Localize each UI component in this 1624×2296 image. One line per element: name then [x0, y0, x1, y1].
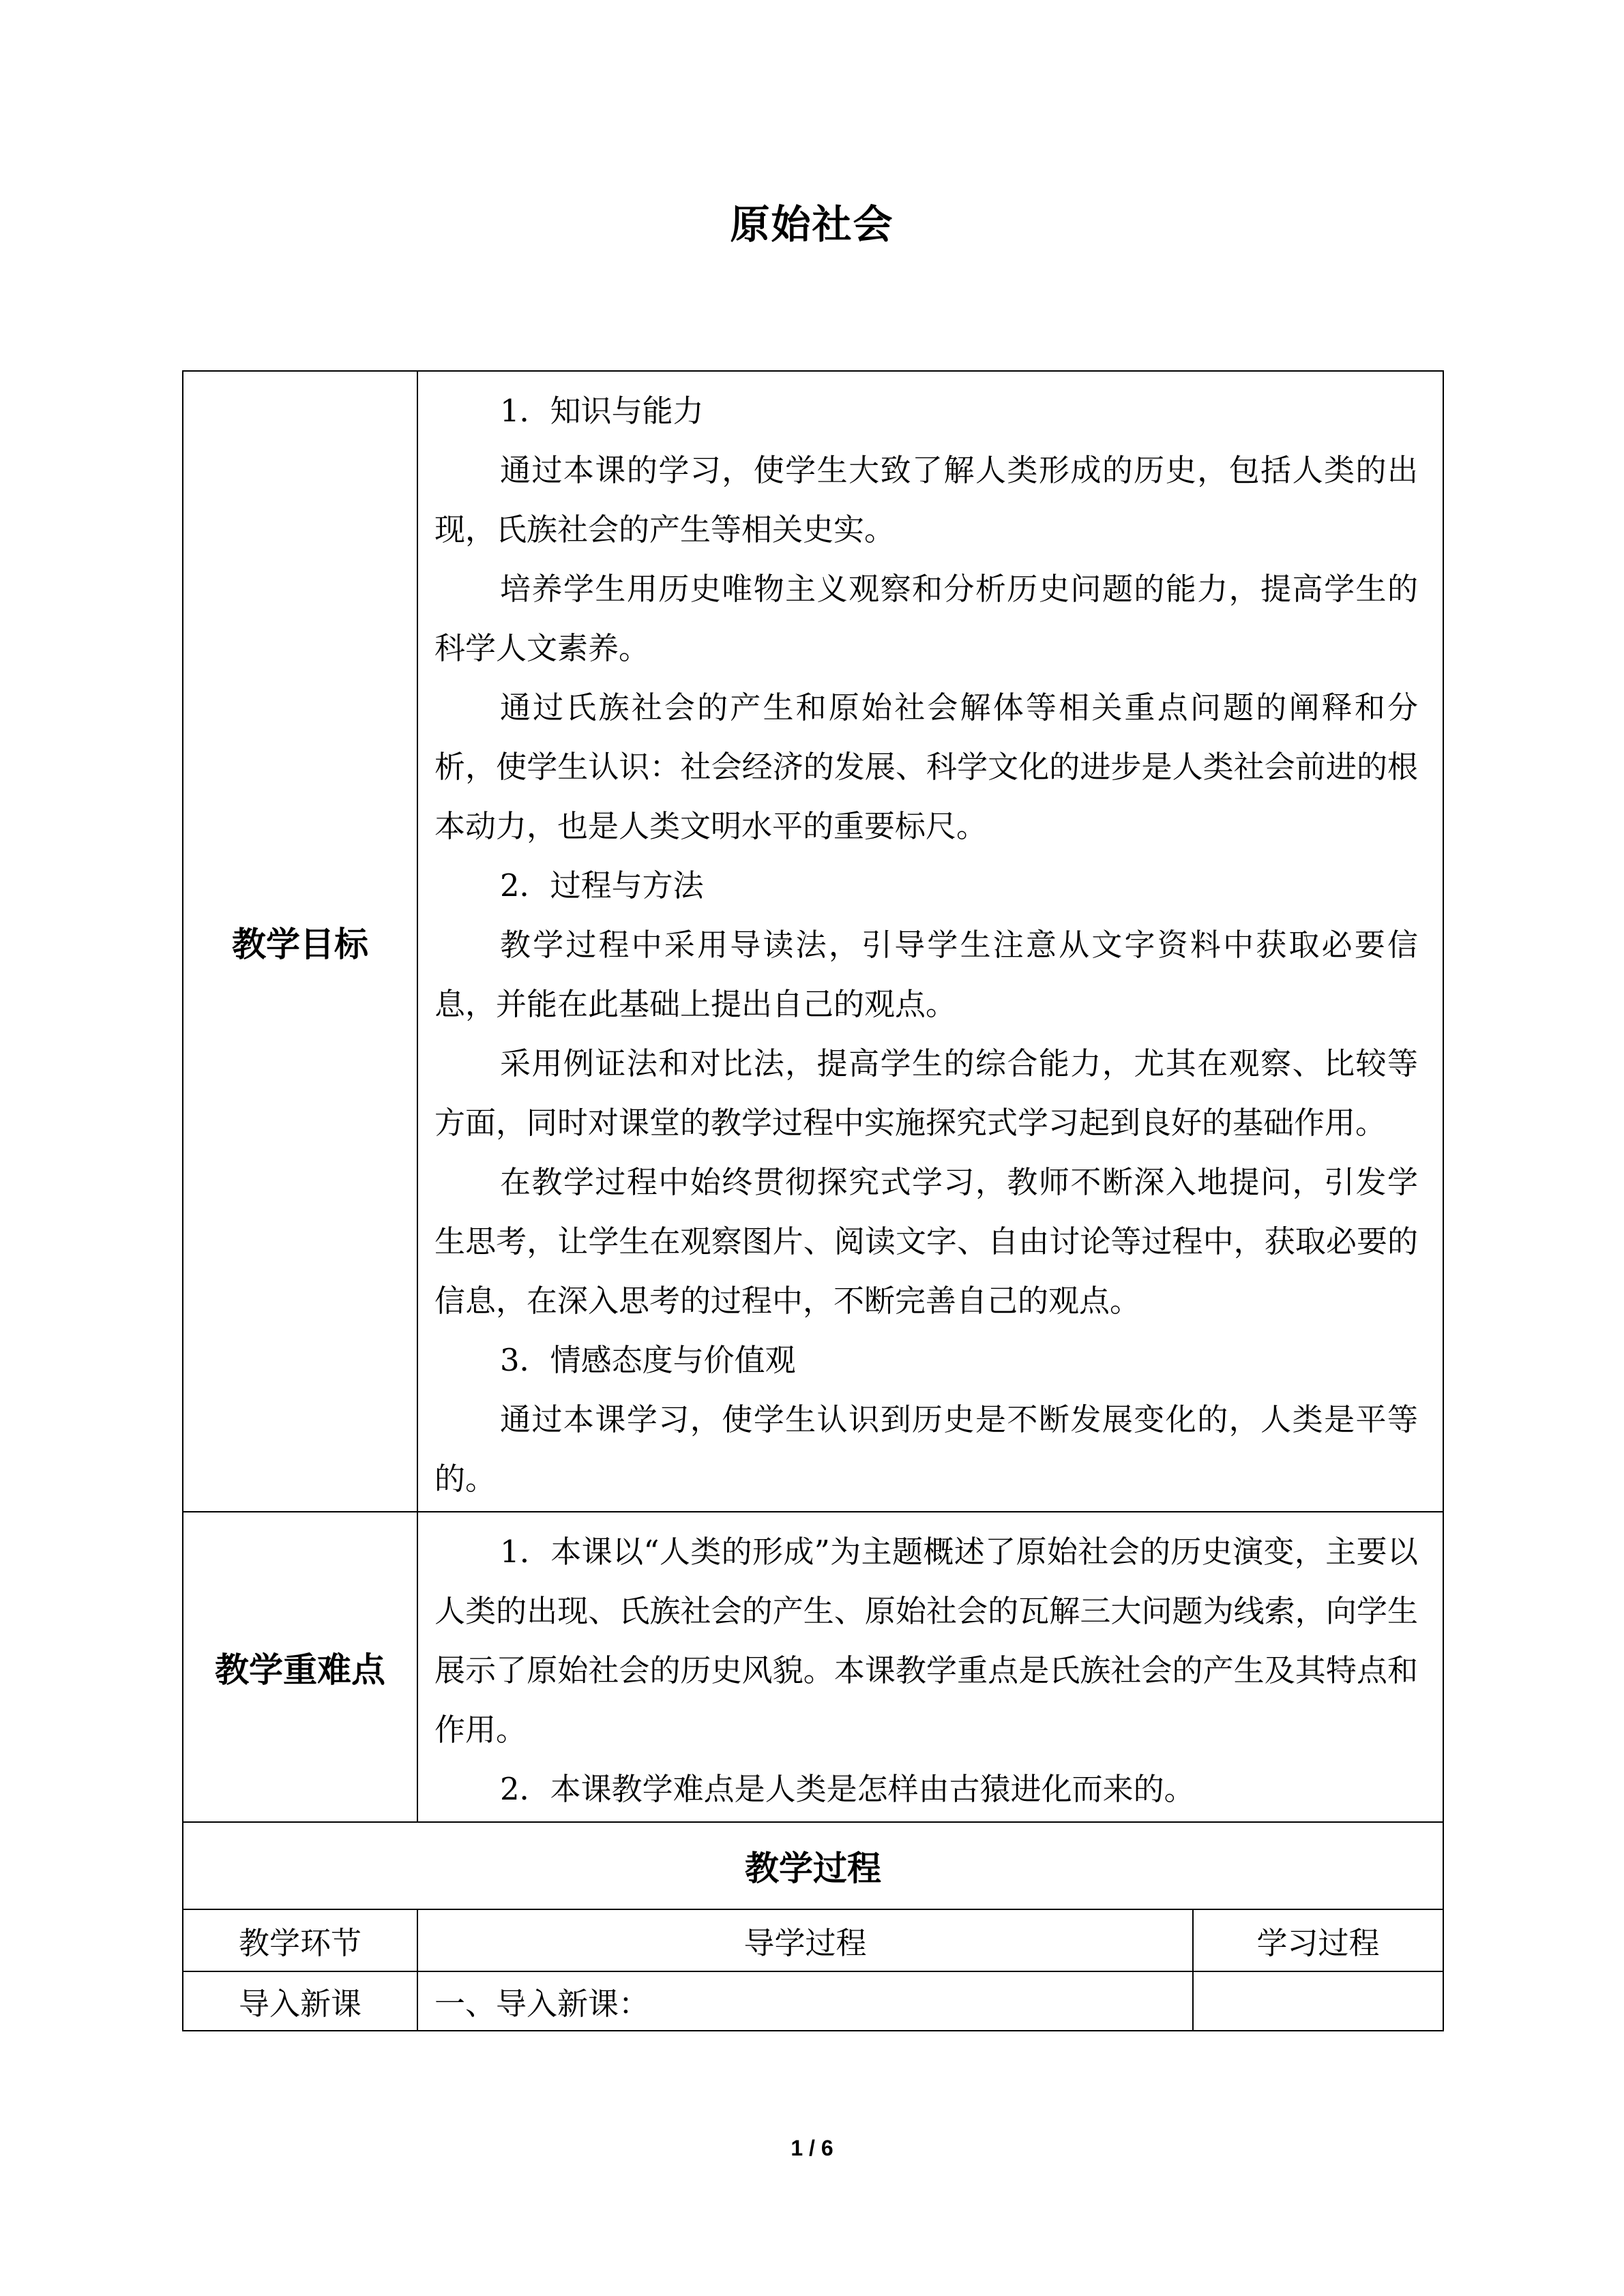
- key-points-row: [183, 1512, 1443, 1822]
- objectives-paragraph: 培养学生用历史唯物主义观察和分析历史问题的能力，提高学生的科学人文素养。: [434, 571, 1419, 666]
- objectives-paragraph: 采用例证法和对比法，提高学生的综合能力，尤其在观察、比较等方面，同时对课堂的教学过程中实施探究式学习起到良好的基础作用。: [434, 1045, 1419, 1141]
- objectives-paragraph: 3．情感态度与价值观: [500, 1342, 796, 1378]
- guide-cell: 一、导入新课：: [417, 1971, 1193, 2031]
- objectives-paragraph: 2．过程与方法: [500, 867, 704, 904]
- objectives-row: [183, 371, 1443, 1512]
- stage-cell: 导入新课: [183, 1971, 417, 2031]
- objectives-content: [417, 371, 1443, 1512]
- objectives-paragraph: 在教学过程中始终贯彻探究式学习，教师不断深入地提问，引发学生思考，让学生在观察图片、阅读文字、自由讨论等过程中，获取必要的信息，在深入思考的过程中，不断完善自己的观点。: [434, 1164, 1419, 1319]
- process-heading: 教学过程: [183, 1822, 1443, 1909]
- document-title: 原始社会: [730, 201, 894, 248]
- objectives-paragraph: 通过本课的学习，使学生大致了解人类形成的历史，包括人类的出现，氏族社会的产生等相关史实。: [434, 452, 1419, 548]
- key-points-paragraph: 1．本课以“人类的形成”为主题概述了原始社会的历史演变，主要以人类的出现、氏族社会的产生、原始社会的瓦解三大问题为线索，向学生展示了原始社会的历史风貌。本课教学重点是氏族社会的产生及其特点和作用。: [434, 1534, 1419, 1748]
- key-points-label: 教学重难点: [183, 1512, 417, 1822]
- objectives-label: 教学目标: [183, 371, 417, 1512]
- process-heading-row: [183, 1822, 1443, 1909]
- column-header-guide: 导学过程: [417, 1909, 1193, 1971]
- page-number: 1 / 6: [791, 2136, 833, 2160]
- process-column-header-row: [183, 1909, 1443, 1971]
- table-row: [183, 1971, 1443, 2031]
- objectives-paragraph: 教学过程中采用导读法，引导学生注意从文字资料中获取必要信息，并能在此基础上提出自己的观点。: [434, 927, 1419, 1022]
- lesson-plan-table: [182, 370, 1444, 2031]
- column-header-stage: 教学环节: [183, 1909, 417, 1971]
- objectives-paragraph: 1．知识与能力: [500, 393, 704, 429]
- key-points-content: [417, 1512, 1443, 1822]
- objectives-paragraph: 通过本课学习，使学生认识到历史是不断发展变化的，人类是平等的。: [434, 1401, 1419, 1497]
- key-points-paragraph: 2．本课教学难点是人类是怎样由古猿进化而来的。: [500, 1771, 1195, 1807]
- column-header-study: 学习过程: [1193, 1909, 1443, 1971]
- study-cell: [1193, 1971, 1443, 2031]
- objectives-paragraph: 通过氏族社会的产生和原始社会解体等相关重点问题的阐释和分析，使学生认识：社会经济的发展、科学文化的进步是人类社会前进的根本动力，也是人类文明水平的重要标尺。: [434, 689, 1419, 844]
